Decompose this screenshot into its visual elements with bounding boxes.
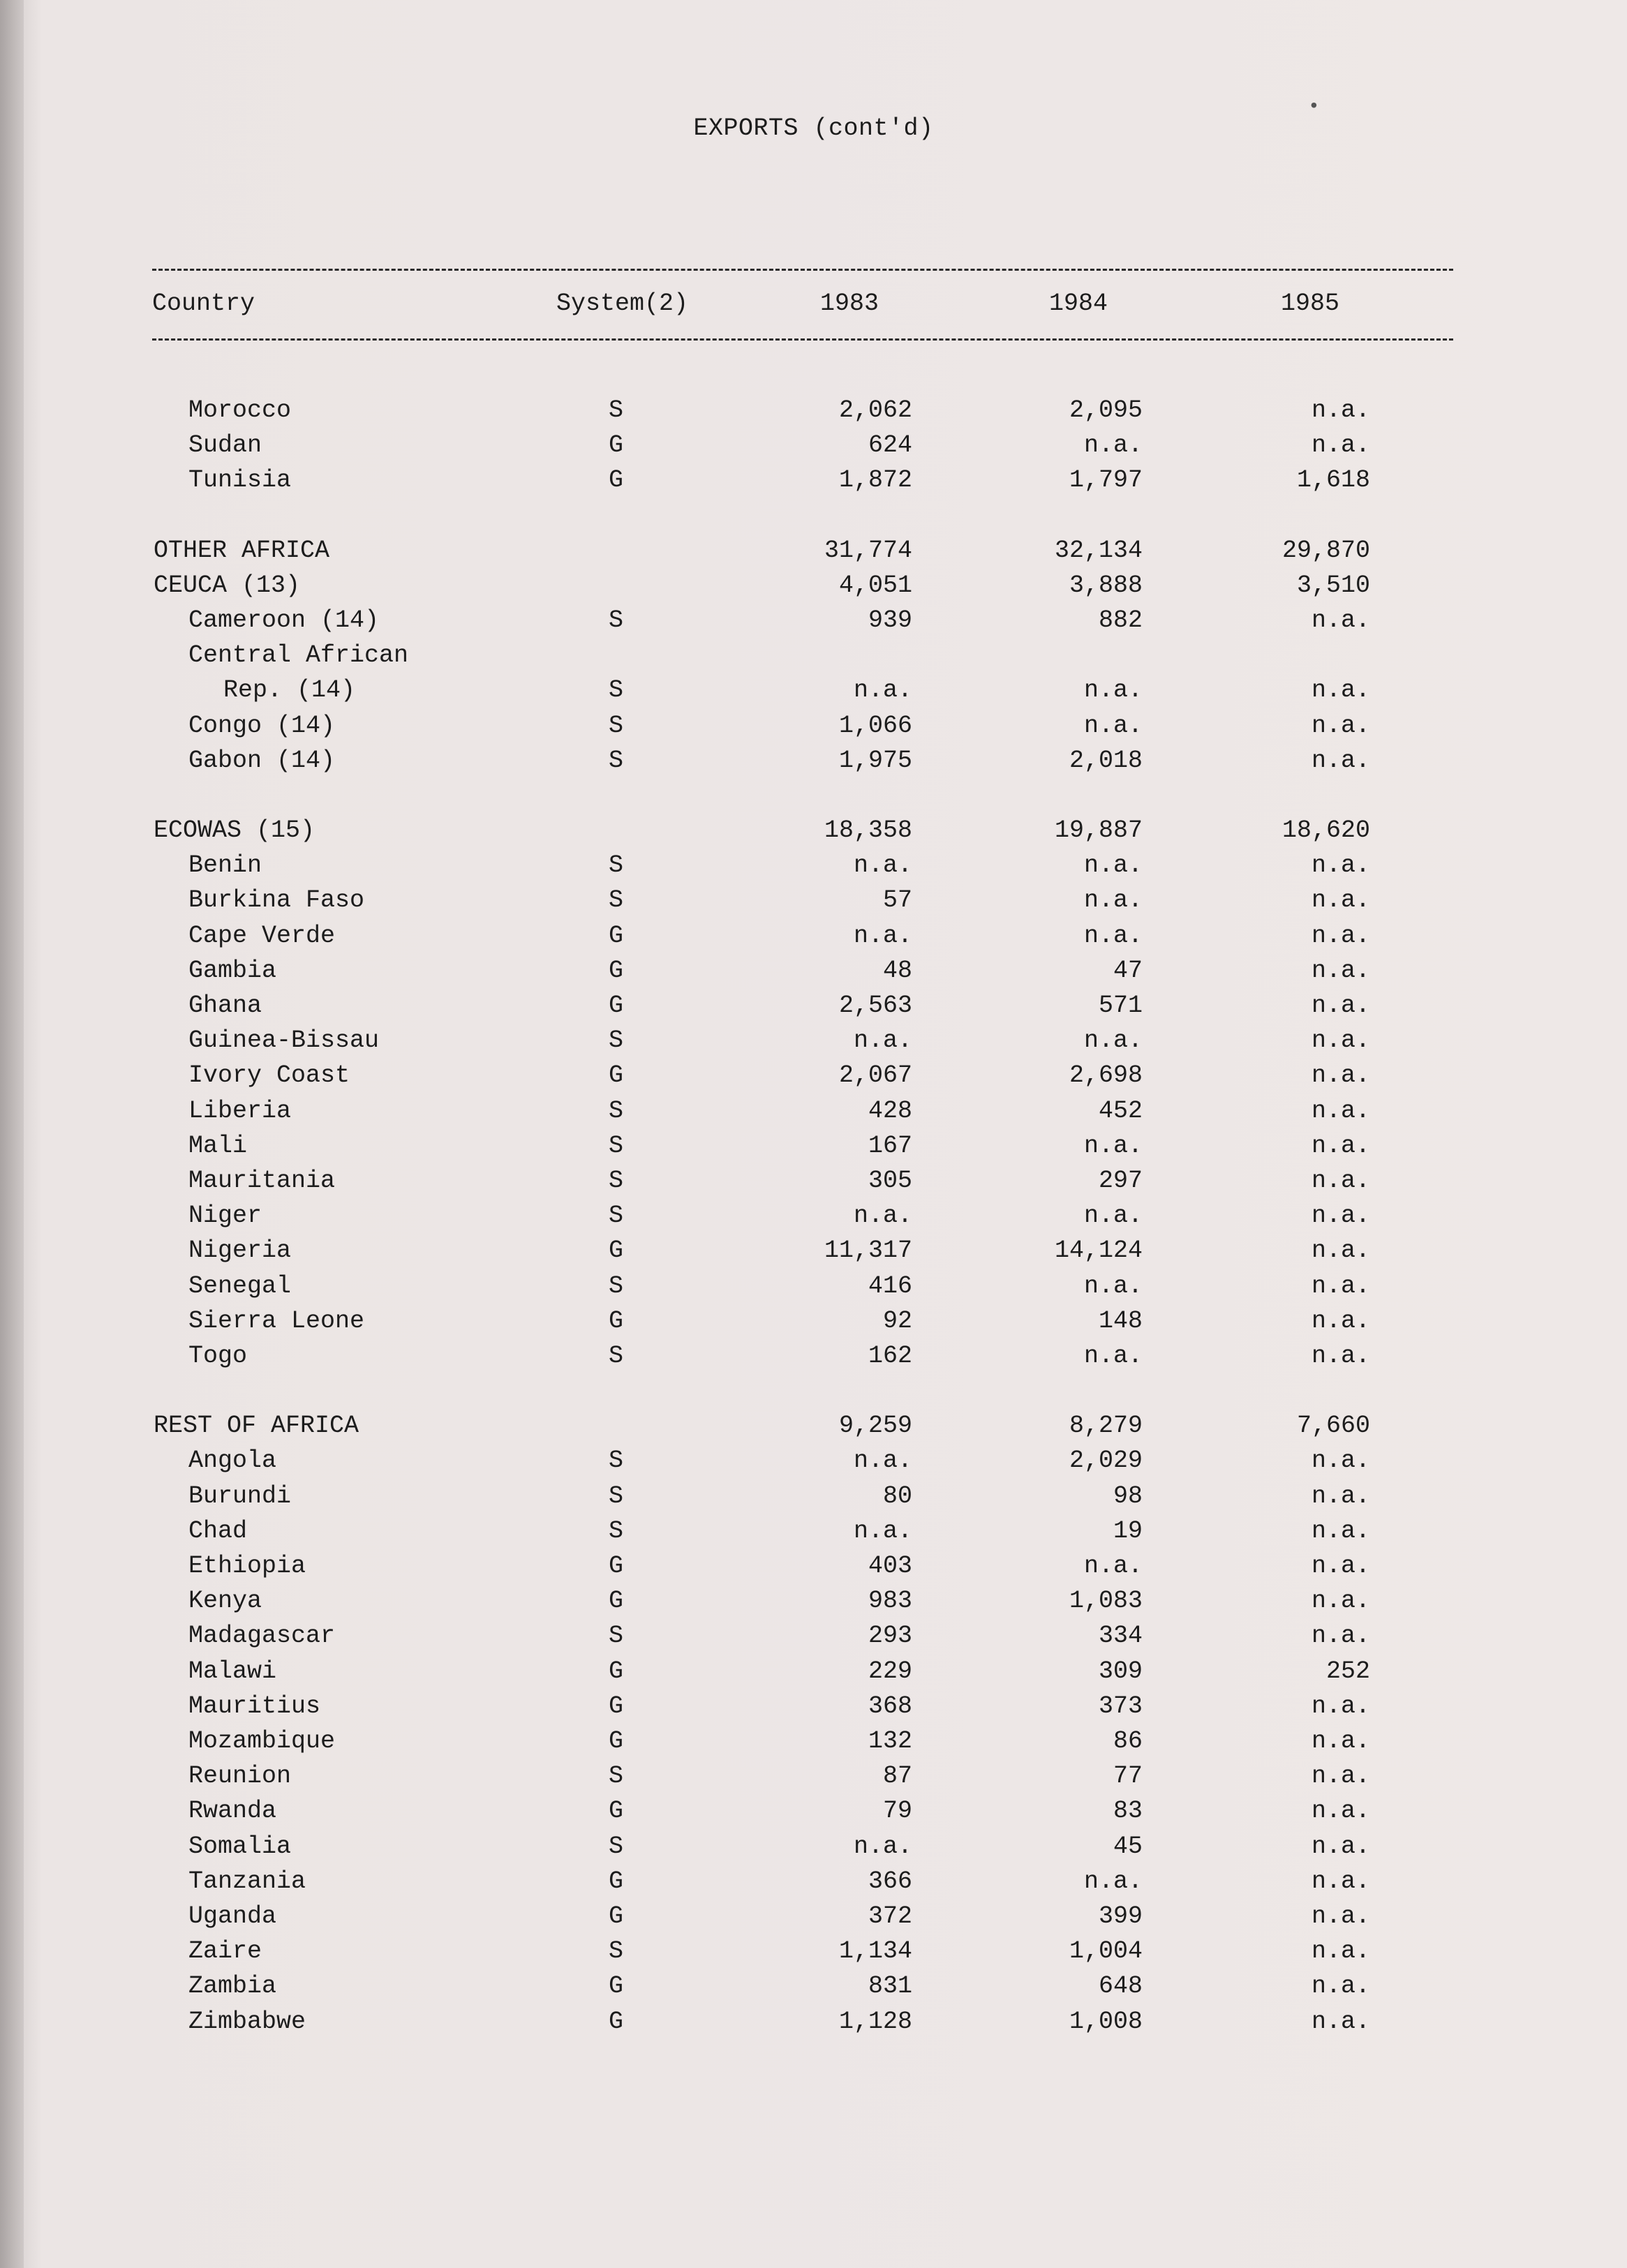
table-row [0,1797,1627,1829]
cell-country: Malawi [188,1657,277,1685]
cell-1983: n.a. [853,1027,912,1054]
table-row [0,1482,1627,1514]
cell-1983: n.a. [853,1202,912,1230]
cell-1985: n.a. [1311,2008,1370,2036]
cell-system: S [609,1833,624,1860]
header-rule [152,338,1453,341]
cell-country: Nigeria [188,1237,292,1264]
cell-country: Mozambique [188,1727,336,1755]
cell-1985: 1,618 [1296,466,1370,494]
cell-1984: 648 [1098,1972,1143,2000]
table-row [0,1692,1627,1724]
cell-system: S [609,1132,624,1160]
cell-1985: n.a. [1311,1692,1370,1720]
cell-1983: 229 [868,1657,912,1685]
cell-1983: 372 [868,1902,912,1930]
cell-country: Somalia [188,1833,292,1860]
header-1983: 1983 [820,290,879,318]
cell-system: S [609,712,624,740]
cell-1985: n.a. [1311,1061,1370,1089]
cell-1984: n.a. [1083,1202,1143,1230]
cell-country: Tunisia [188,466,292,494]
cell-system: G [609,1972,624,2000]
cell-1985: n.a. [1311,1237,1370,1264]
cell-1983: 416 [868,1272,912,1300]
cell-1983: n.a. [853,676,912,704]
cell-system: S [609,1342,624,1370]
cell-system: G [609,1867,624,1895]
table-row [0,537,1627,569]
cell-1983: 1,872 [838,466,912,494]
cell-system: S [609,396,624,424]
table-row [0,572,1627,604]
cell-system: G [609,466,624,494]
cell-1983: 1,128 [838,2008,912,2036]
cell-1985: n.a. [1311,1972,1370,2000]
cell-1985: n.a. [1311,431,1370,459]
cell-system: S [609,851,624,879]
cell-1985: n.a. [1311,747,1370,775]
cell-1984: 297 [1098,1167,1143,1195]
cell-1985: n.a. [1311,1867,1370,1895]
cell-1983: 80 [882,1482,912,1510]
cell-country: OTHER AFRICA [154,537,330,565]
cell-country: Ethiopia [188,1552,306,1580]
table-row [0,1412,1627,1444]
cell-system: S [609,1167,624,1195]
table-row [0,1342,1627,1374]
cell-1984: 8,279 [1069,1412,1143,1440]
cell-1984: 1,004 [1069,1937,1143,1965]
table-row [0,957,1627,989]
cell-1984: 45 [1113,1833,1143,1860]
cell-country: Mauritius [188,1692,321,1720]
cell-1985: n.a. [1311,957,1370,985]
table-row [0,396,1627,428]
cell-1984: n.a. [1083,1272,1143,1300]
cell-system: G [609,431,624,459]
cell-1985: n.a. [1311,922,1370,950]
table-row [0,1027,1627,1059]
cell-1984: n.a. [1083,712,1143,740]
cell-1985: n.a. [1311,992,1370,1020]
cell-1984: 32,134 [1054,537,1143,565]
table-row [0,1447,1627,1479]
cell-1985: n.a. [1311,1342,1370,1370]
table-row [0,1272,1627,1304]
cell-country: Madagascar [188,1622,336,1650]
table-row [0,1517,1627,1549]
cell-country: Uganda [188,1902,277,1930]
cell-system: G [609,1552,624,1580]
cell-1983: 366 [868,1867,912,1895]
cell-system: S [609,1027,624,1054]
cell-1983: 1,975 [838,747,912,775]
table-row [0,676,1627,708]
cell-1985: n.a. [1311,886,1370,914]
cell-country: Togo [188,1342,248,1370]
header-1984: 1984 [1049,290,1108,318]
cell-1983: 92 [882,1307,912,1335]
cell-system: G [609,922,624,950]
cell-1984: n.a. [1083,886,1143,914]
table-row [0,1833,1627,1865]
table-row [0,1202,1627,1234]
cell-1985: 29,870 [1281,537,1370,565]
cell-1983: n.a. [853,1517,912,1545]
cell-1985: n.a. [1311,1097,1370,1125]
cell-system: S [609,886,624,914]
cell-1985: n.a. [1311,1797,1370,1825]
cell-system: S [609,1272,624,1300]
cell-1985: n.a. [1311,1132,1370,1160]
cell-1983: 167 [868,1132,912,1160]
cell-1985: n.a. [1311,851,1370,879]
cell-country: Kenya [188,1587,262,1615]
cell-1985: 252 [1325,1657,1370,1685]
cell-system: S [609,747,624,775]
cell-1985: 18,620 [1281,816,1370,844]
cell-system: S [609,1482,624,1510]
cell-1985: n.a. [1311,1622,1370,1650]
table-row [0,1762,1627,1794]
cell-1983: 31,774 [824,537,912,565]
cell-1984: 399 [1098,1902,1143,1930]
cell-1985: n.a. [1311,1167,1370,1195]
table-row [0,1061,1627,1094]
cell-country: Cape Verde [188,922,336,950]
cell-1985: n.a. [1311,1833,1370,1860]
header-system: System(2) [556,290,689,318]
cell-country: Gambia [188,957,277,985]
cell-1985: n.a. [1311,1482,1370,1510]
cell-system: G [609,1727,624,1755]
cell-1985: n.a. [1311,1027,1370,1054]
table-row [0,466,1627,498]
cell-1983: 368 [868,1692,912,1720]
table-row [0,922,1627,954]
cell-1985: n.a. [1311,1272,1370,1300]
page-mark: • [1308,96,1320,118]
table-row [0,2008,1627,2040]
cell-1985: n.a. [1311,712,1370,740]
cell-1984: 14,124 [1054,1237,1143,1264]
cell-1985: n.a. [1311,606,1370,634]
cell-country: Sierra Leone [188,1307,365,1335]
cell-1983: n.a. [853,851,912,879]
cell-1984: 571 [1098,992,1143,1020]
cell-1984: n.a. [1083,1867,1143,1895]
cell-1984: n.a. [1083,922,1143,950]
cell-system: S [609,1937,624,1965]
cell-country: Rwanda [188,1797,277,1825]
header-1985: 1985 [1281,290,1340,318]
cell-1983: n.a. [853,1447,912,1475]
cell-1984: 452 [1098,1097,1143,1125]
cell-1985: n.a. [1311,1202,1370,1230]
header-country: Country [152,290,255,318]
cell-1983: 87 [882,1762,912,1790]
cell-1984: 19 [1113,1517,1143,1545]
cell-1983: 293 [868,1622,912,1650]
table-row [0,431,1627,463]
cell-system: G [609,1237,624,1264]
table-row [0,1622,1627,1654]
cell-system: G [609,992,624,1020]
cell-country: Sudan [188,431,262,459]
cell-country: Gabon (14) [188,747,336,775]
cell-country: Liberia [188,1097,292,1125]
table-row [0,1587,1627,1619]
cell-1984: 2,029 [1069,1447,1143,1475]
cell-country: REST OF AFRICA [154,1412,359,1440]
cell-country: ECOWAS (15) [154,816,315,844]
cell-1985: n.a. [1311,396,1370,424]
cell-1985: n.a. [1311,1937,1370,1965]
cell-country: Guinea-Bissau [188,1027,380,1054]
table-row [0,1902,1627,1934]
cell-system: G [609,1657,624,1685]
cell-1983: 939 [868,606,912,634]
cell-1984: 1,008 [1069,2008,1143,2036]
cell-system: G [609,1307,624,1335]
cell-1983: 831 [868,1972,912,2000]
cell-1983: 428 [868,1097,912,1125]
cell-1983: 132 [868,1727,912,1755]
cell-1984: 373 [1098,1692,1143,1720]
cell-country: Congo (14) [188,712,336,740]
cell-system: S [609,1762,624,1790]
top-rule [152,269,1453,271]
cell-system: S [609,1202,624,1230]
cell-1983: n.a. [853,922,912,950]
cell-1984: 148 [1098,1307,1143,1335]
cell-country: Ivory Coast [188,1061,350,1089]
cell-1983: 11,317 [824,1237,912,1264]
cell-1984: 86 [1113,1727,1143,1755]
cell-1983: 2,563 [838,992,912,1020]
cell-1984: n.a. [1083,1132,1143,1160]
cell-1983: 57 [882,886,912,914]
cell-1984: n.a. [1083,1342,1143,1370]
table-row [0,1657,1627,1689]
cell-1983: 9,259 [838,1412,912,1440]
cell-system: G [609,1902,624,1930]
cell-country: Zaire [188,1937,262,1965]
cell-1984: 47 [1113,957,1143,985]
cell-1984: n.a. [1083,431,1143,459]
cell-country: Ghana [188,992,262,1020]
table-row [0,1307,1627,1339]
cell-country: Senegal [188,1272,292,1300]
cell-1983: 48 [882,957,912,985]
cell-1985: n.a. [1311,1447,1370,1475]
table-row [0,1167,1627,1199]
table-row [0,712,1627,744]
cell-1983: 162 [868,1342,912,1370]
cell-1984: 334 [1098,1622,1143,1650]
cell-country: Zimbabwe [188,2008,306,2036]
cell-country: Tanzania [188,1867,306,1895]
cell-country: Central African [188,641,409,669]
cell-1983: 18,358 [824,816,912,844]
cell-1984: 1,083 [1069,1587,1143,1615]
cell-1985: n.a. [1311,1517,1370,1545]
cell-1983: 4,051 [838,572,912,599]
cell-country: Burkina Faso [188,886,365,914]
cell-1985: 3,510 [1296,572,1370,599]
cell-country: CEUCA (13) [154,572,301,599]
cell-1983: n.a. [853,1833,912,1860]
cell-country: Mauritania [188,1167,336,1195]
cell-1983: 2,062 [838,396,912,424]
table-row [0,816,1627,849]
cell-1984: 309 [1098,1657,1143,1685]
cell-country: Mali [188,1132,248,1160]
cell-1985: n.a. [1311,1902,1370,1930]
table-row [0,1972,1627,2004]
cell-1984: 3,888 [1069,572,1143,599]
table-row [0,851,1627,883]
cell-country: Burundi [188,1482,292,1510]
cell-1984: 19,887 [1054,816,1143,844]
cell-country: Reunion [188,1762,292,1790]
cell-1984: n.a. [1083,676,1143,704]
cell-1985: n.a. [1311,1552,1370,1580]
cell-system: S [609,606,624,634]
cell-1984: 2,018 [1069,747,1143,775]
cell-country: Morocco [188,396,292,424]
cell-country: Rep. (14) [223,676,356,704]
table-row [0,1132,1627,1164]
cell-1984: 77 [1113,1762,1143,1790]
table-row [0,641,1627,673]
cell-system: S [609,1622,624,1650]
table-row [0,1097,1627,1129]
cell-country: Niger [188,1202,262,1230]
cell-system: G [609,957,624,985]
cell-1985: n.a. [1311,1587,1370,1615]
table-row [0,1552,1627,1584]
cell-1984: n.a. [1083,851,1143,879]
cell-1985: n.a. [1311,1727,1370,1755]
cell-system: G [609,1692,624,1720]
cell-system: G [609,1797,624,1825]
cell-1985: n.a. [1311,1307,1370,1335]
cell-1983: 1,066 [838,712,912,740]
cell-1984: 882 [1098,606,1143,634]
table-row [0,992,1627,1024]
table-row [0,1237,1627,1269]
cell-system: G [609,2008,624,2036]
cell-system: G [609,1061,624,1089]
cell-system: S [609,1097,624,1125]
cell-system: S [609,1447,624,1475]
cell-country: Cameroon (14) [188,606,380,634]
cell-1984: n.a. [1083,1027,1143,1054]
cell-1983: 1,134 [838,1937,912,1965]
cell-1983: 79 [882,1797,912,1825]
cell-1983: 624 [868,431,912,459]
cell-system: G [609,1587,624,1615]
table-row [0,1727,1627,1759]
cell-1983: 403 [868,1552,912,1580]
cell-1984: 98 [1113,1482,1143,1510]
cell-1984: 2,095 [1069,396,1143,424]
cell-1985: n.a. [1311,1762,1370,1790]
table-row [0,1937,1627,1969]
table-row [0,606,1627,639]
page-title: EXPORTS (cont'd) [693,114,934,142]
cell-country: Zambia [188,1972,277,2000]
cell-1985: 7,660 [1296,1412,1370,1440]
cell-1984: 1,797 [1069,466,1143,494]
cell-1985: n.a. [1311,676,1370,704]
cell-1984: 83 [1113,1797,1143,1825]
table-row [0,1867,1627,1900]
cell-country: Benin [188,851,262,879]
cell-1984: 2,698 [1069,1061,1143,1089]
cell-1983: 2,067 [838,1061,912,1089]
table-row [0,747,1627,779]
cell-1983: 305 [868,1167,912,1195]
cell-1983: 983 [868,1587,912,1615]
cell-country: Chad [188,1517,248,1545]
table-row [0,886,1627,918]
cell-system: S [609,1517,624,1545]
cell-1984: n.a. [1083,1552,1143,1580]
cell-country: Angola [188,1447,277,1475]
cell-system: S [609,676,624,704]
